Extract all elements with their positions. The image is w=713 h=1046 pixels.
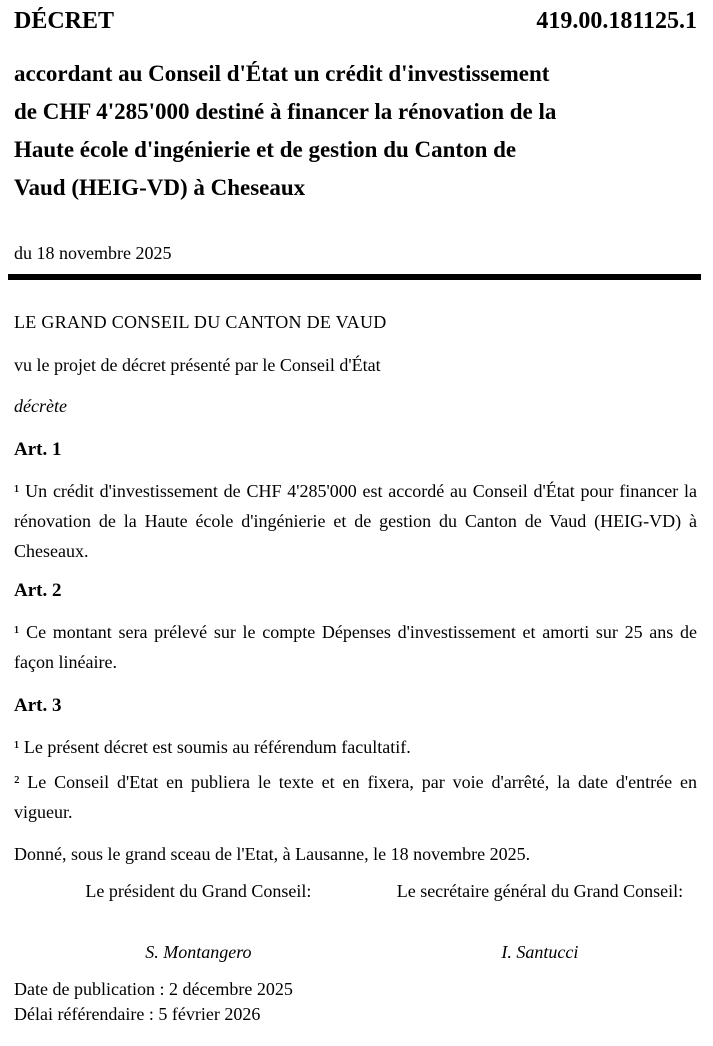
article-3-paragraph-2: ² Le Conseil d'Etat en publiera le texte et en fixera, par voie d'arrêté, la date d'entrée en vigueur. [14,772,697,822]
article-1-heading: Art. 1 [14,439,62,460]
given-under-seal-line: Donné, sous le grand sceau de l'Etat, à Lausanne, le 18 novembre 2025. [14,844,531,864]
considering-clause: vu le projet de décret présenté par le Conseil d'État [14,355,381,375]
signatory-president-name: S. Montangero [145,942,252,962]
document-reference-number: 419.00.181125.1 [536,8,697,34]
decree-date-line: du 18 novembre 2025 [14,243,172,263]
horizontal-divider [8,274,701,280]
article-1-paragraph-1: ¹ Un crédit d'investissement de CHF 4'285'000 est accordé au Conseil d'État pour financer la rénovation de la Haute école d'ingénierie et de gestion du Canton de Vaud (HEIG-VD) à Cheseaux. [14,481,697,561]
decree-title-line: de CHF 4'285'000 destiné à financer la rénovation de la [14,99,557,124]
signatory-secretary-name: I. Santucci [501,942,579,962]
signatory-president [14,877,383,966]
decree-title-line: Vaud (HEIG-VD) à Cheseaux [14,175,306,200]
document-header [14,8,697,35]
article-3-paragraph-1: ¹ Le présent décret est soumis au référendum facultatif. [14,737,411,757]
signatory-president-role: Le président du Grand Conseil: [85,881,312,901]
article-2-paragraph-1: ¹ Ce montant sera prélevé sur le compte Dépenses d'investissement et amorti sur 25 ans de façon linéaire. [14,622,697,672]
decree-title [14,55,697,207]
signatory-secretary-general [383,877,697,966]
decree-title-line: accordant au Conseil d'État un crédit d'investissement [14,61,550,86]
article-2-heading: Art. 2 [14,580,62,601]
publication-date-line: Date de publication : 2 décembre 2025 [14,979,293,999]
signatory-secretary-role: Le secrétaire général du Grand Conseil: [396,881,684,901]
referendum-deadline-line: Délai référendaire : 5 février 2026 [14,1004,261,1024]
signature-block [14,877,697,966]
decree-title-line: Haute école d'ingénierie et de gestion du Canton de [14,137,517,162]
issuing-authority: LE GRAND CONSEIL DU CANTON DE VAUD [14,312,387,332]
article-3-heading: Art. 3 [14,695,62,716]
enacting-word: décrète [14,396,67,416]
publication-info [14,977,697,1027]
document-type-label: DÉCRET [14,8,115,34]
